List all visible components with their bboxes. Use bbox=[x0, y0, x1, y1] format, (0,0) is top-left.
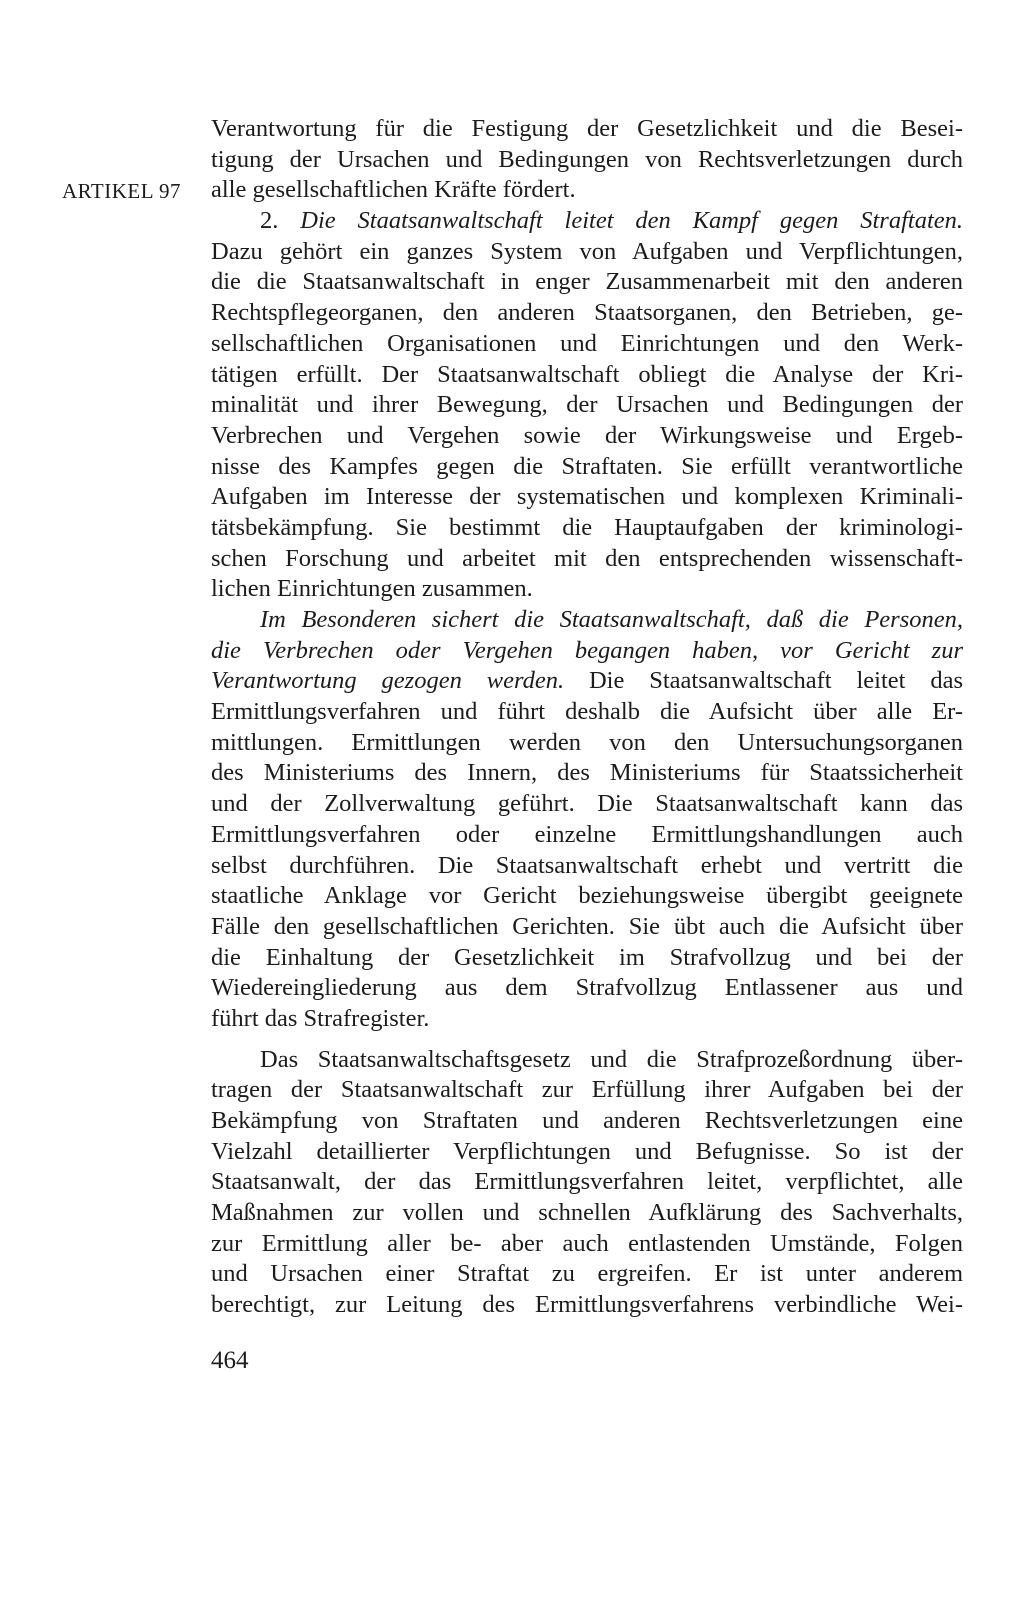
text-line bbox=[211, 912, 963, 943]
text-segment: 2. bbox=[260, 207, 301, 235]
text-line bbox=[211, 1198, 963, 1229]
text-line bbox=[211, 482, 963, 513]
text-line bbox=[211, 758, 963, 789]
text-line bbox=[211, 1075, 963, 1106]
italic-text-segment: Verantwortung gezogen werden. bbox=[211, 667, 565, 695]
text-segment: mittlungen. Ermittlungen werden von den Untersuchungsorganen bbox=[211, 728, 963, 756]
text-line bbox=[211, 1045, 963, 1076]
text-line bbox=[211, 145, 963, 176]
text-segment: Staatsanwalt, der das Ermittlungsverfahren leitet, verpflichtet, alle bbox=[211, 1168, 963, 1196]
text-segment: tigung der Ursachen und Bedingungen von Rechtsverletzungen durch bbox=[211, 145, 963, 173]
text-line bbox=[211, 789, 963, 820]
text-line bbox=[211, 666, 963, 697]
text-segment: lichen Einrichtungen zusammen. bbox=[211, 575, 533, 603]
text-segment: Wiedereingliederung aus dem Strafvollzug Entlassener aus und bbox=[211, 974, 963, 1002]
text-line bbox=[211, 728, 963, 759]
text-line bbox=[211, 943, 963, 974]
text-segment: und Ursachen einer Straftat zu ergreifen. Er ist unter anderem bbox=[211, 1260, 963, 1288]
body-text bbox=[211, 114, 963, 1321]
text-line bbox=[211, 237, 963, 268]
text-line bbox=[211, 390, 963, 421]
text-line bbox=[211, 636, 963, 667]
text-line bbox=[211, 452, 963, 483]
text-segment: nisse des Kampfes gegen die Straftaten. Sie erfüllt verantwortliche bbox=[211, 452, 963, 480]
text-line bbox=[211, 697, 963, 728]
text-line bbox=[211, 820, 963, 851]
text-segment: Verantwortung für die Festigung der Gesetzlichkeit und die Besei- bbox=[211, 115, 963, 142]
text-line bbox=[211, 175, 963, 206]
text-segment: Rechtspflegeorganen, den anderen Staatsorganen, den Betrieben, ge- bbox=[211, 299, 963, 327]
page-number: 464 bbox=[211, 1347, 249, 1374]
text-line bbox=[211, 851, 963, 882]
text-line bbox=[211, 1229, 963, 1260]
text-line bbox=[211, 421, 963, 452]
italic-text-segment: die Verbrechen oder Vergehen begangen haben, vor Gericht zur bbox=[211, 636, 963, 664]
text-segment: Bekämpfung von Straftaten und anderen Rechtsverletzungen eine bbox=[211, 1107, 963, 1134]
text-line bbox=[211, 1137, 963, 1168]
text-segment: Dazu gehört ein ganzes System von Aufgaben und Verpflichtungen, bbox=[211, 237, 963, 265]
text-line bbox=[211, 513, 963, 544]
italic-text-segment: Im Besonderen sichert die Staatsanwaltschaft, daß die Personen, bbox=[260, 606, 963, 633]
text-segment: Fälle den gesellschaftlichen Gerichten. Sie übt auch die Aufsicht über bbox=[211, 912, 963, 940]
text-line bbox=[211, 114, 963, 145]
text-line bbox=[211, 544, 963, 575]
text-segment: tragen der Staatsanwaltschaft zur Erfüllung ihrer Aufgaben bei der bbox=[211, 1076, 963, 1104]
text-line bbox=[211, 1290, 963, 1321]
text-segment: tätigen erfüllt. Der Staatsanwaltschaft obliegt die Analyse der Kri- bbox=[211, 360, 963, 388]
text-segment: staatliche Anklage vor Gericht beziehungsweise übergibt geeignete bbox=[211, 882, 963, 910]
text-segment: und der Zollverwaltung geführt. Die Staatsanwaltschaft kann das bbox=[211, 790, 963, 818]
text-segment: die Einhaltung der Gesetzlichkeit im Strafvollzug und bei der bbox=[211, 943, 963, 971]
text-line bbox=[211, 298, 963, 329]
text-segment: minalität und ihrer Bewegung, der Ursachen und Bedingungen der bbox=[211, 391, 963, 419]
text-line bbox=[211, 1004, 963, 1035]
text-segment: Verbrechen und Vergehen sowie der Wirkungsweise und Ergeb- bbox=[211, 421, 963, 449]
italic-text-segment: Die Staatsanwaltschaft leitet den Kampf gegen Straftaten. bbox=[300, 207, 964, 235]
text-segment: des Ministeriums des Innern, des Ministeriums für Staatssicherheit bbox=[211, 759, 963, 787]
text-line bbox=[211, 360, 963, 391]
text-segment: sellschaftlichen Organisationen und Einrichtungen und den Werk- bbox=[211, 329, 963, 357]
text-line bbox=[211, 206, 963, 237]
text-segment: Aufgaben im Interesse der systematischen und komplexen Kriminali- bbox=[211, 483, 963, 511]
article-margin-label: ARTIKEL 97 bbox=[62, 179, 182, 203]
text-line bbox=[211, 1167, 963, 1198]
text-segment: zur Ermittlung aller be- aber auch entlastenden Umstände, Folgen bbox=[211, 1229, 963, 1257]
text-segment: Die Staatsanwaltschaft leitet das bbox=[564, 667, 963, 695]
text-line bbox=[211, 574, 963, 605]
text-line bbox=[211, 881, 963, 912]
text-segment: Ermittlungsverfahren und führt deshalb die Aufsicht über alle Er- bbox=[211, 698, 963, 726]
text-segment: alle gesellschaftlichen Kräfte fördert. bbox=[211, 176, 576, 204]
text-segment: Vielzahl detaillierter Verpflichtungen und Befugnisse. So ist der bbox=[211, 1137, 963, 1165]
text-segment: die die Staatsanwaltschaft in enger Zusammenarbeit mit den anderen bbox=[211, 268, 963, 296]
text-segment: schen Forschung und arbeitet mit den entsprechenden wissenschaft- bbox=[211, 544, 963, 572]
text-line bbox=[211, 329, 963, 360]
text-segment: tätsbekämpfung. Sie bestimmt die Hauptaufgaben der kriminologi- bbox=[211, 513, 963, 541]
text-segment: führt das Strafregister. bbox=[211, 1004, 430, 1032]
text-line bbox=[211, 1106, 963, 1137]
text-segment: Maßnahmen zur vollen und schnellen Aufklärung des Sachverhalts, bbox=[211, 1199, 963, 1227]
text-segment: Das Staatsanwaltschaftsgesetz und die Strafprozeßordnung über- bbox=[260, 1045, 963, 1073]
text-line bbox=[211, 973, 963, 1004]
text-segment: selbst durchführen. Die Staatsanwaltschaft erhebt und vertritt die bbox=[211, 851, 963, 879]
text-segment: Ermittlungsverfahren oder einzelne Ermittlungshandlungen auch bbox=[211, 820, 963, 848]
text-line bbox=[211, 267, 963, 298]
paragraph-gap bbox=[211, 1035, 963, 1045]
text-line bbox=[211, 605, 963, 636]
text-line bbox=[211, 1259, 963, 1290]
text-segment: berechtigt, zur Leitung des Ermittlungsverfahrens verbindliche Wei- bbox=[211, 1291, 963, 1319]
